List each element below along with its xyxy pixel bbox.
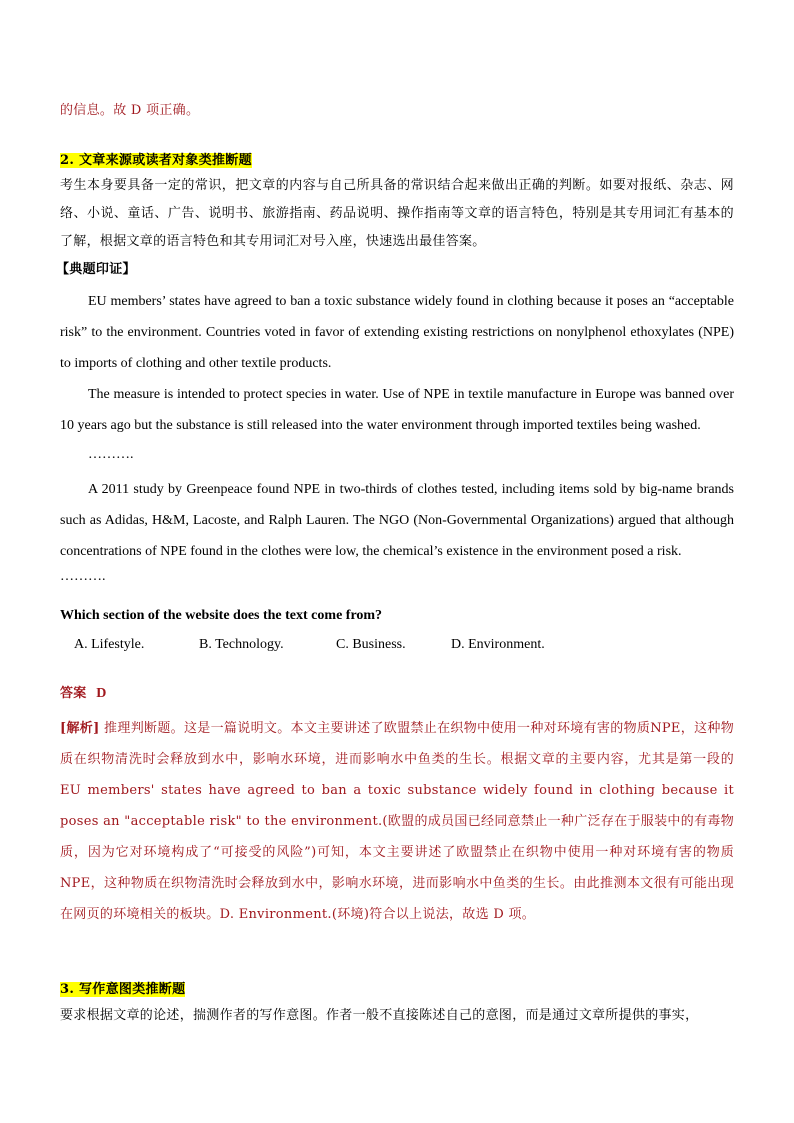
section-3-title-highlight <box>60 982 185 997</box>
section-3-number: 3. <box>60 982 75 997</box>
answer-value: D <box>96 686 107 701</box>
section-3-heading <box>60 974 734 1005</box>
section-3-title: 写作意图类推断题 <box>79 982 186 997</box>
answer-label: 答案 <box>60 686 87 701</box>
passage-ellipsis-1: ………. <box>88 447 134 462</box>
example-label: 【典题印证】 <box>56 262 136 277</box>
passage-paragraph-2: The measure is intended to protect species in water. Use of NPE in textile manufacture in Europe was banned over 10 years ago but the substance is still released into the water environment through imported textiles being washed. <box>60 387 734 433</box>
previous-conclusion: 的信息。故 D 项正确。 <box>60 103 200 118</box>
section-2-description: 考生本身要具备一定的常识，把文章的内容与自己所具备的常识结合起来做出正确的判断。如要对报纸、杂志、网络、小说、童话、广告、说明书、旅游指南、药品说明、操作指南等文章的语言特色，特别是其专用词汇有基本的了解，根据文章的语言特色和其专用词汇对号入座，快速选出最佳答案。 <box>60 178 734 249</box>
option-d: D. Environment. <box>451 637 545 652</box>
option-b: B. Technology. <box>199 637 284 652</box>
answer-line <box>60 678 734 709</box>
passage-paragraph-3: A 2011 study by Greenpeace found NPE in two-thirds of clothes tested, including items sold by big-name brands such as Adidas, H&M, Lacoste, and Ralph Lauren. The NGO (Non-Governmental Organizations) argued that although concentrations of NPE found in the clothes were low, the chemical’s existence in the environment posed a risk. <box>60 482 734 559</box>
analysis-text: 推理判断题。这是一篇说明文。本文主要讲述了欧盟禁止在织物中使用一种对环境有害的物质NPE，这种物质在织物清洗时会释放到水中，影响水环境，进而影响水中鱼类的生长。根据文章的主要内容，尤其是第一段的 EU members' states have agreed to ban a toxic substance widely found in clothing because it poses an "acceptable risk" to the environment.(欧盟的成员国已经同意禁止一种广泛存在于服装中的有毒物质，因为它对环境构成了“可接受的风险”)可知，本文主要讲述了欧盟禁止在织物中使用一种对环境有害的物质NPE，这种物质在织物清洗时会释放到水中，影响水环境，进而影响水中鱼类的生长。由此推测本文很有可能出现在网页的环境相关的板块。D. Environment.(环境)符合以上说法，故选 D 项。 <box>60 721 735 922</box>
analysis-block <box>60 713 734 930</box>
section-2-title: 文章来源或读者对象类推断题 <box>79 153 252 168</box>
passage-paragraph-1: EU members’ states have agreed to ban a toxic substance widely found in clothing because it poses an “acceptable risk” to the environment. Countries voted in favor of extending existing restrictions on nonylphenol ethoxylates (NPE) to imports of clothing and other textile products. <box>60 294 734 371</box>
passage-ellipsis-2: ………. <box>60 569 106 584</box>
question-text: Which section of the website does the text come from? <box>60 608 383 623</box>
section-3-description: 要求根据文章的论述，揣测作者的写作意图。作者一般不直接陈述自己的意图，而是通过文章所提供的事实， <box>60 1008 699 1023</box>
option-a: A. Lifestyle. <box>74 637 145 652</box>
analysis-label: [解析] <box>60 721 100 736</box>
option-c: C. Business. <box>336 637 406 652</box>
section-2-title-highlight <box>60 153 252 168</box>
section-2-number: 2. <box>60 153 75 168</box>
